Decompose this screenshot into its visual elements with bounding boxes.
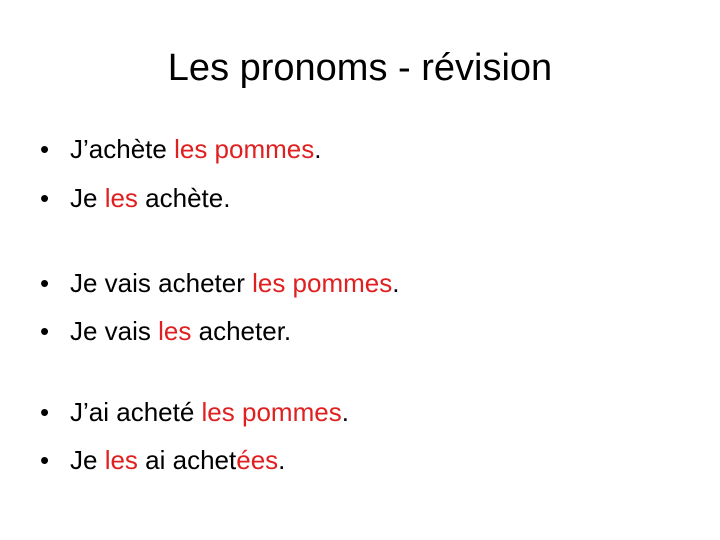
slide-title: Les pronoms - révision: [167, 47, 553, 89]
line-text: .: [314, 134, 322, 164]
highlighted-text: les: [104, 445, 138, 475]
line-text: ai achet: [137, 445, 237, 475]
line-text: .: [392, 268, 400, 298]
line-text: Je vais acheter: [70, 268, 253, 298]
bullet-marker: •: [40, 183, 50, 213]
line-text: J’ai acheté: [70, 397, 202, 427]
highlighted-text: les pommes: [201, 397, 342, 427]
bullet-marker: •: [40, 397, 50, 427]
line-text: J’achète: [70, 134, 175, 164]
highlighted-text: ées: [236, 445, 279, 475]
line-text: .: [278, 445, 286, 475]
highlighted-text: les: [158, 316, 192, 346]
bullet-marker: •: [40, 134, 50, 164]
highlighted-text: les pommes: [252, 268, 393, 298]
bullet-line-3: [40, 266, 399, 300]
line-text: Je: [70, 445, 105, 475]
bullet-line-4: [40, 314, 291, 348]
highlighted-text: les pommes: [174, 134, 315, 164]
bullet-line-2: [40, 181, 230, 215]
line-text: Je: [70, 183, 105, 213]
highlighted-text: les: [104, 183, 138, 213]
line-text: acheter.: [191, 316, 292, 346]
bullet-marker: •: [40, 268, 50, 298]
bullet-marker: •: [40, 445, 50, 475]
bullet-marker: •: [40, 316, 50, 346]
line-text: Je vais: [70, 316, 159, 346]
bullet-line-5: [40, 395, 349, 429]
line-text: .: [341, 397, 349, 427]
bullet-line-1: [40, 132, 321, 166]
bullet-line-6: [40, 443, 285, 477]
line-text: achète.: [137, 183, 231, 213]
